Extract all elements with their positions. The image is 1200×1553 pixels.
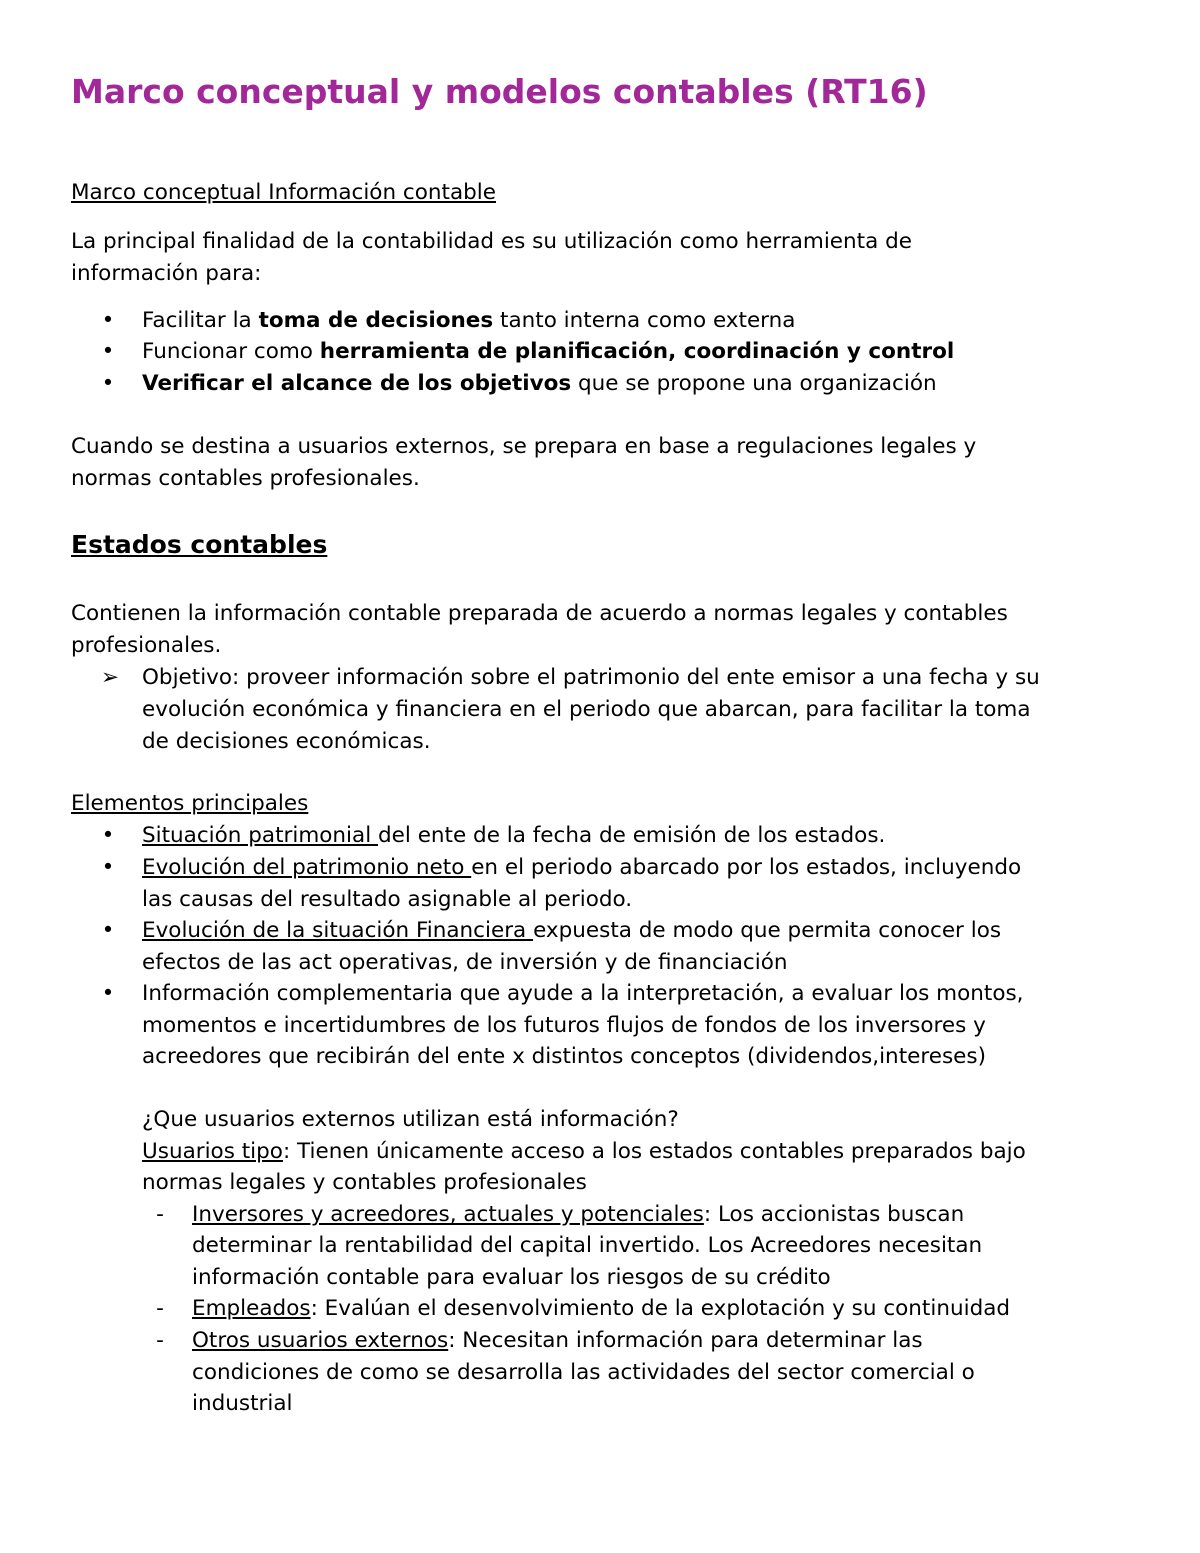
finalidad-bullet-1: Facilitar la toma de decisiones tanto interna como externa <box>142 308 796 333</box>
bullet-icon: • <box>101 855 115 880</box>
user-item-3-cont-1: condiciones de como se desarrolla las actividades del sector comercial o <box>192 1360 975 1385</box>
subheading-elementos-principales: Elementos principales <box>71 791 309 816</box>
user-item-1-cont-1: determinar la rentabilidad del capital invertido. Los Acreedores necesitan <box>192 1233 983 1258</box>
objective-line-1: Objetivo: proveer información sobre el patrimonio del ente emisor a una fecha y su <box>142 665 1040 690</box>
closing-line-1: Cuando se destina a usuarios externos, se prepara en base a regulaciones legales y <box>71 434 977 459</box>
dash-bullet-icon: - <box>156 1296 164 1321</box>
finalidad-bullet-3: Verificar el alcance de los objetivos que se propone una organización <box>142 371 937 396</box>
bullet-icon: • <box>101 308 115 333</box>
bullet-icon: • <box>101 371 115 396</box>
estados-intro-line-2: profesionales. <box>71 633 222 658</box>
dash-bullet-icon: - <box>156 1328 164 1353</box>
intro-line-2: información para: <box>71 261 262 286</box>
bullet-icon: • <box>101 823 115 848</box>
element-item-2: Evolución del patrimonio neto en el periodo abarcado por los estados, incluyendo <box>142 855 1022 880</box>
usuarios-tipo-cont: normas legales y contables profesionales <box>142 1170 587 1195</box>
user-item-3: Otros usuarios externos: Necesitan información para determinar las <box>192 1328 923 1353</box>
objective-line-2: evolución económica y financiera en el periodo que abarcan, para facilitar la toma <box>142 697 1031 722</box>
element-item-3: Evolución de la situación Financiera expuesta de modo que permita conocer los <box>142 918 1002 943</box>
element-item-4-cont-2: acreedores que recibirán del ente x distintos conceptos (dividendos,intereses) <box>142 1044 986 1069</box>
intro-line-1: La principal finalidad de la contabilidad es su utilización como herramienta de <box>71 229 912 254</box>
user-item-1-cont-2: información contable para evaluar los riesgos de su crédito <box>192 1265 831 1290</box>
estados-intro-line-1: Contienen la información contable preparada de acuerdo a normas legales y contables <box>71 601 1008 626</box>
user-item-3-cont-2: industrial <box>192 1391 293 1416</box>
question-line: ¿Que usuarios externos utilizan está información? <box>142 1107 679 1132</box>
finalidad-bullet-2: Funcionar como herramienta de planificación, coordinación y control <box>142 339 955 364</box>
user-item-1: Inversores y acreedores, actuales y potenciales: Los accionistas buscan <box>192 1202 965 1227</box>
subheading-marco-conceptual: Marco conceptual Información contable <box>71 180 496 205</box>
bullet-icon: • <box>101 339 115 364</box>
element-item-4-cont-1: momentos e incertidumbres de los futuros flujos de fondos de los inversores y <box>142 1013 986 1038</box>
document-title: Marco conceptual y modelos contables (RT16) <box>71 72 928 111</box>
dash-bullet-icon: - <box>156 1202 164 1227</box>
bullet-icon: • <box>101 918 115 943</box>
objective-line-3: de decisiones económicas. <box>142 729 431 754</box>
heading-estados-contables: Estados contables <box>71 530 328 559</box>
element-item-2-cont: las causas del resultado asignable al periodo. <box>142 887 633 912</box>
user-item-2: Empleados: Evalúan el desenvolvimiento de la explotación y su continuidad <box>192 1296 1011 1321</box>
element-item-4: Información complementaria que ayude a la interpretación, a evaluar los montos, <box>142 981 1024 1006</box>
element-item-3-cont: efectos de las act operativas, de inversión y de financiación <box>142 950 788 975</box>
arrow-bullet-icon: ➢ <box>100 665 119 690</box>
element-item-1: Situación patrimonial del ente de la fecha de emisión de los estados. <box>142 823 886 848</box>
bullet-icon: • <box>101 981 115 1006</box>
closing-line-2: normas contables profesionales. <box>71 466 420 491</box>
usuarios-tipo-line: Usuarios tipo: Tienen únicamente acceso a los estados contables preparados bajo <box>142 1139 1026 1164</box>
